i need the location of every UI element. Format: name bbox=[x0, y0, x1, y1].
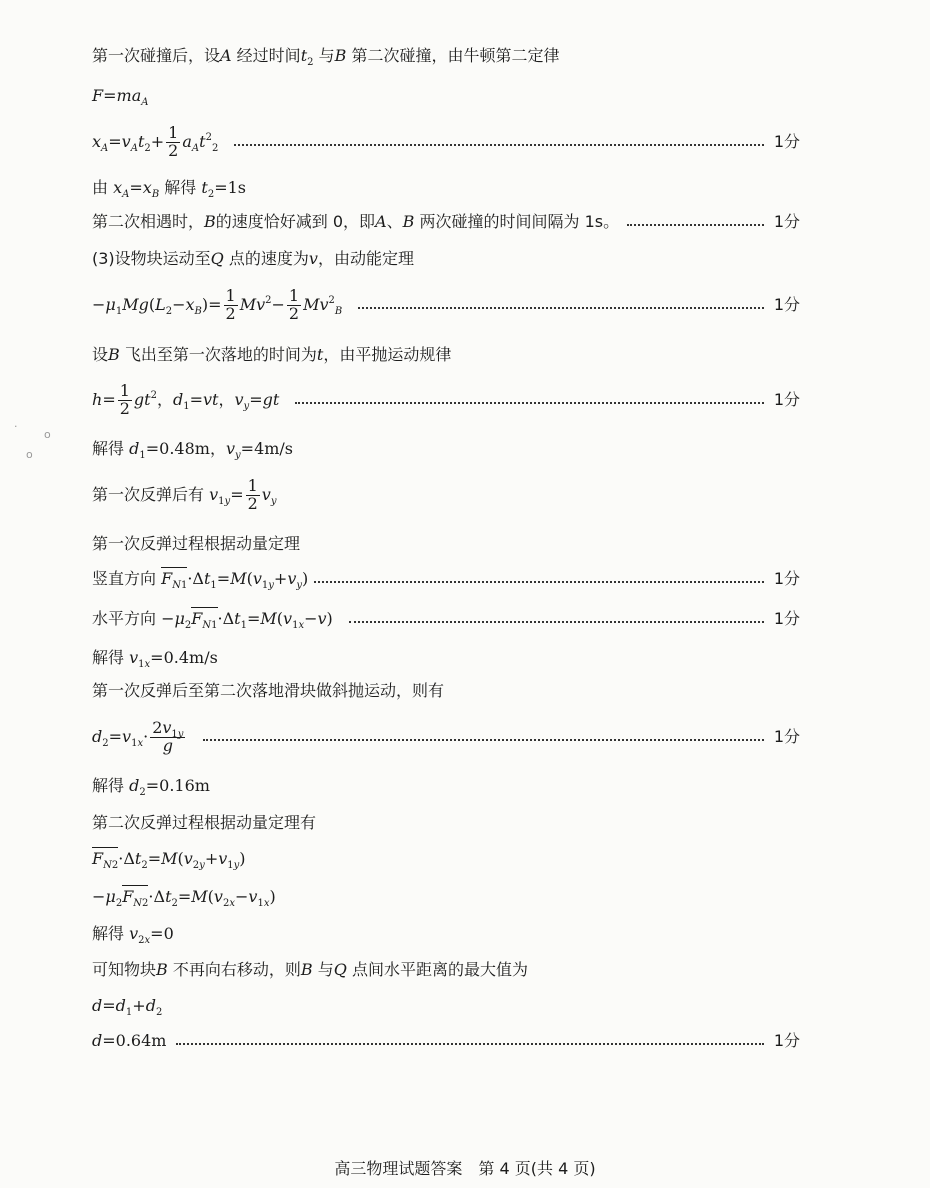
line-6: (3)设物块运动至Q 点的速度为v，由动能定理 bbox=[92, 249, 414, 268]
dot-leader bbox=[627, 224, 764, 226]
scan-mark: o bbox=[44, 428, 51, 441]
score-label: 1分 bbox=[773, 569, 800, 588]
line-5: 第二次相遇时，B的速度恰好减到 0，即A、B 两次碰撞的时间间隔为 1s。 1分 bbox=[92, 212, 800, 231]
score-label: 1分 bbox=[773, 212, 800, 231]
line-7: $-\mu_1Mg(L_2-x_B)=$ $\frac{1}{2}$ $Mv^2-$ $\frac{1}{2}$ $Mv^2_B$ 1分 bbox=[92, 286, 800, 323]
line-8: 设B 飞出至第一次落地的时间为t，由平抛运动规律 bbox=[92, 345, 452, 364]
line-9: h= $\frac{1}{2}$ $gt^2$，$d_1=vt$，$v_y=gt$ 1分 bbox=[92, 381, 800, 418]
line-14: 水平方向 $-\mu_2F_{N1}\cdot\Delta t_1=M(v_{1x}-v)$ 1分 bbox=[92, 609, 800, 631]
line-13: 竖直方向 $F_{N1}\cdot\Delta t_1=M(v_{1y}+v_y)$ 1分 bbox=[92, 569, 800, 591]
dot-leader bbox=[349, 621, 764, 623]
score-label: 1分 bbox=[773, 727, 800, 747]
line-24: $d=d_1+d_2$ bbox=[92, 996, 163, 1018]
line-20: $F_{N2}\cdot\Delta t_2=M(v_{2y}+v_{1y})$ bbox=[92, 849, 246, 871]
dot-leader bbox=[295, 402, 764, 404]
dot-leader bbox=[203, 739, 763, 741]
score-label: 1分 bbox=[773, 132, 800, 152]
page-footer: 高三物理试题答案 第 4 页(共 4 页) bbox=[334, 1159, 596, 1178]
line-22: 解得 $v_{2x}=0$ bbox=[92, 924, 174, 946]
line-19: 第二次反弹过程根据动量定理有 bbox=[92, 813, 317, 832]
dot-leader bbox=[358, 307, 764, 309]
score-label: 1分 bbox=[773, 609, 800, 628]
line-10: 解得 $d_1=0.48m$，$v_y=4m/s$ bbox=[92, 439, 294, 461]
line-11: 第一次反弹后有 $v_{1y}=$ $\frac{1}{2}$ $v_y$ bbox=[92, 476, 277, 513]
line-2: $F=ma_A$ bbox=[92, 86, 149, 108]
score-label: 1分 bbox=[773, 390, 800, 410]
line-12: 第一次反弹过程根据动量定理 bbox=[92, 534, 301, 553]
line-25: d=0.64m 1分 bbox=[92, 1031, 800, 1050]
dot-leader bbox=[234, 144, 763, 146]
dot-leader bbox=[176, 1043, 763, 1045]
line-21: $-\mu_2F_{N2}\cdot\Delta t_2=M(v_{2x}-v_{1x})$ bbox=[92, 887, 276, 909]
line-16: 第一次反弹后至第二次落地滑块做斜抛运动，则有 bbox=[92, 681, 445, 700]
line-1: 第一次碰撞后，设A 经过时间$t_2$ 与B 第二次碰撞，由牛顿第二定律 bbox=[92, 46, 560, 68]
line-4: 由 $x_A=x_B$ 解得 $t_2=1s$ bbox=[92, 178, 246, 200]
score-label: 1分 bbox=[773, 295, 800, 315]
line-17: $d_2=v_{1x}\cdot$ $\frac{2v_{1y}}{g}$ 1分 bbox=[92, 718, 800, 755]
line-15: 解得 $v_{1x}=0.4m/s$ bbox=[92, 648, 218, 670]
line-23: 可知物块B 不再向右移动，则B 与Q 点间水平距离的最大值为 bbox=[92, 960, 528, 979]
line-18: 解得 $d_2=0.16m$ bbox=[92, 776, 210, 798]
score-label: 1分 bbox=[773, 1031, 800, 1050]
scan-mark: o bbox=[26, 448, 33, 461]
scan-mark: · bbox=[14, 420, 18, 433]
line-3: $x_A=v_At_2+$ $\frac{1}{2}$ $a_At^2_2$ 1分 bbox=[92, 123, 800, 160]
dot-leader bbox=[314, 581, 764, 583]
